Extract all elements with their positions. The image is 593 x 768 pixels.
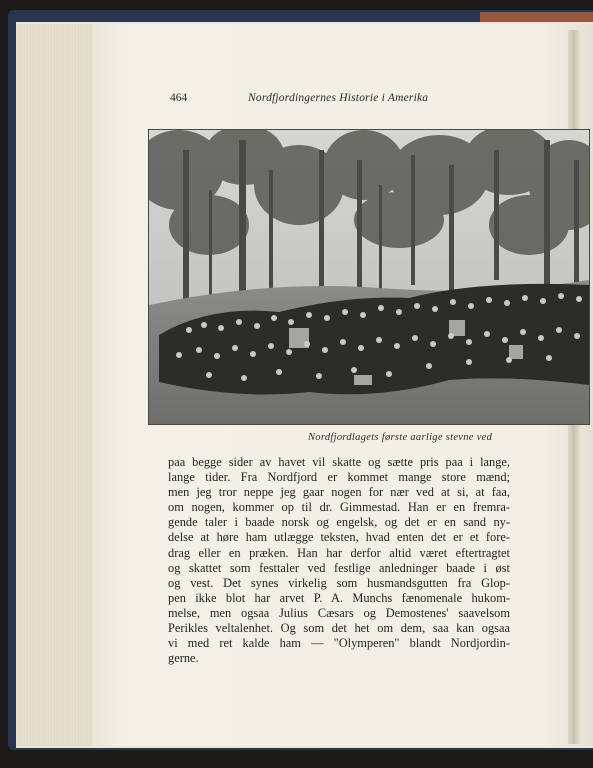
text-line: Perikles veltalenhet. Og som det het om dem, saa kan ogsaa	[168, 621, 510, 636]
text-line: men jeg tror neppe jeg gaar nogen for nær ved at si, at faa,	[168, 485, 510, 500]
text-line: om nogen, kommer op til dr. Gimmestad. Han er en fremra-	[168, 500, 510, 515]
page-edges	[16, 24, 94, 746]
text-line: pen ikke blot har arvet P. A. Munchs fænomenale hukom-	[168, 590, 510, 605]
text-line: lange tider. Fra Nordfjord er kommet mange store mænd;	[168, 470, 510, 485]
body-paragraph	[168, 455, 510, 666]
text-line: drag eller en præken. Han har derfor altid været eftertragtet	[168, 545, 510, 560]
text-line: melse, men ogsaa Julius Cæsars og Demostenes' saavelsom	[168, 605, 510, 620]
text-line: gende taler i baade norsk og engelsk, og det er en sand ny-	[168, 515, 510, 530]
group-photograph	[148, 129, 590, 425]
running-head	[170, 92, 470, 110]
text-line: vi med ret kalde ham — "Olymperen" blandt Nordjordin-	[168, 636, 510, 651]
text-line: paa begge sider av havet vil skatte og sætte pris paa i lange,	[168, 455, 510, 469]
text-line: og skattet som festtaler ved festlige anledninger baade i øst	[168, 560, 510, 575]
figure-caption: Nordfjordlagets første aarlige stevne ved	[308, 432, 493, 443]
photo-illustration	[149, 130, 589, 424]
text-line: og vest. Det synes virkelig som husmandsgutten fra Glop-	[168, 575, 510, 590]
page-number: 464	[170, 92, 188, 104]
text-line: gerne.	[168, 651, 199, 666]
running-title: Nordfjordingernes Historie i Amerika	[248, 92, 429, 104]
text-line: delse at høre ham utlægge teksten, hvad enten det er et fore-	[168, 530, 510, 545]
